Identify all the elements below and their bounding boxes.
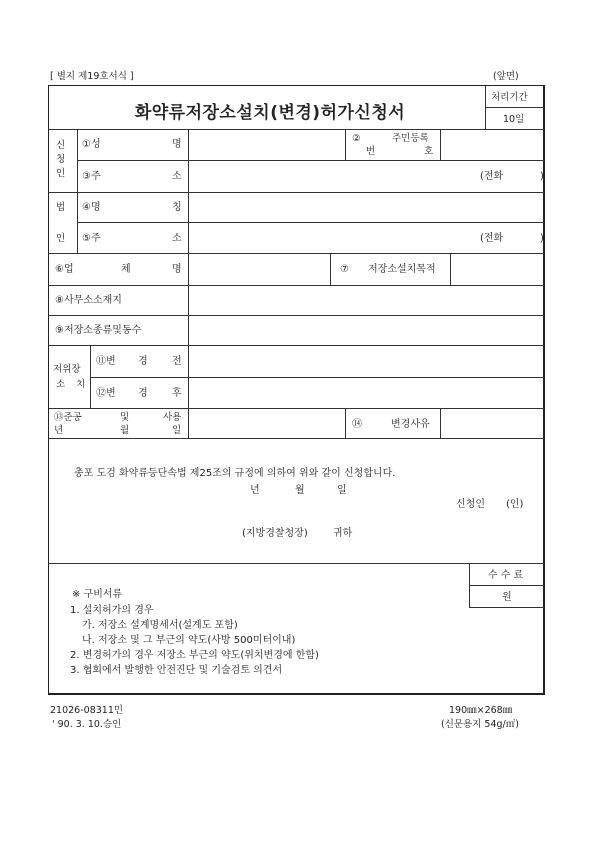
- declaration-year: 년: [250, 485, 260, 496]
- corp-name-label-2: 칭: [172, 202, 182, 213]
- corp-phone-close: ): [540, 233, 544, 244]
- footer-paper: (신문용지 54g/㎡): [441, 719, 519, 730]
- reason-label: 변경사유: [391, 419, 430, 430]
- documents-item-1b: 나. 저장소 및 그 부근의 약도(사방 500미터이내): [82, 635, 296, 646]
- completion-day: 일: [172, 425, 182, 436]
- completion-label-3: 사용: [163, 412, 182, 423]
- corp-address-label-2: 소: [172, 233, 182, 244]
- documents-item-3: 3. 협회에서 발행한 안전진단 및 기술검토 의견서: [70, 665, 283, 676]
- form-number: [ 별지 제19호서식 ]: [50, 71, 134, 82]
- corp-address-label: ⑤주: [82, 233, 101, 244]
- after-label-2: 경: [138, 388, 148, 399]
- location-label-1: 저위장: [53, 364, 81, 375]
- signer-label: 신청인: [456, 499, 485, 510]
- reason-label-num: ⑭: [352, 419, 362, 430]
- documents-heading: ※ 구비서류: [72, 589, 123, 600]
- before-label-3: 전: [172, 356, 182, 367]
- completion-label-2: 및: [120, 412, 130, 423]
- corp-name-label: ④명: [82, 202, 101, 213]
- applicant-phone-close: ): [540, 171, 544, 182]
- rrn-field[interactable]: [442, 131, 542, 158]
- corp-phone-label: (전화: [480, 233, 504, 244]
- applicant-address-label-2: 소: [172, 171, 182, 182]
- reason-field[interactable]: [442, 410, 542, 436]
- before-label-2: 경: [138, 356, 148, 367]
- applicant-label-2: 청: [56, 154, 66, 165]
- fee-field[interactable]: [471, 587, 499, 605]
- applicant-name-label: ①성: [82, 139, 101, 150]
- declaration-day: 일: [337, 485, 347, 496]
- before-field[interactable]: [190, 347, 542, 375]
- rrn-label: 주민등록: [392, 133, 429, 144]
- footer-size: 190㎜×268㎜: [449, 705, 513, 716]
- applicant-name-field[interactable]: [190, 131, 343, 158]
- fee-label: 수 수 료: [488, 570, 524, 581]
- applicant-address-label: ③주: [82, 171, 101, 182]
- corp-label-2: 인: [56, 233, 66, 244]
- after-label: ⑫변: [96, 388, 116, 399]
- after-label-3: 후: [172, 388, 182, 399]
- after-field[interactable]: [190, 379, 542, 406]
- footer-approval: ' 90. 3. 10.승인: [52, 719, 122, 730]
- completion-label-1: ⑬준공: [54, 412, 82, 423]
- company-label: ⑥업: [55, 264, 74, 275]
- corp-label-1: 법: [56, 202, 66, 213]
- office-field[interactable]: [190, 287, 542, 313]
- company-label-3: 명: [172, 264, 182, 275]
- page-side: (앞면): [493, 71, 519, 82]
- storage-label: ⑨저장소종류및동수: [55, 325, 142, 336]
- purpose-label-num: ⑦: [340, 264, 349, 275]
- purpose-field[interactable]: [452, 255, 542, 283]
- location-label-3: 치: [76, 379, 86, 390]
- form-title: 화약류저장소설치(변경)허가신청서: [134, 103, 406, 123]
- completion-field[interactable]: [190, 410, 343, 436]
- rrn-label-2: 번: [366, 146, 376, 157]
- completion-year: 년: [54, 425, 64, 436]
- documents-item-1: 1. 설치허가의 경우: [70, 605, 154, 616]
- company-field[interactable]: [190, 255, 328, 283]
- rrn-label-num: ②: [352, 133, 361, 144]
- documents-item-2: 2. 변경허가의 경우 저장소 부근의 약도(위치변경에 한함): [70, 650, 319, 661]
- declaration-text: 총포 도검 화약류등단속법 제25조의 규정에 의하여 위와 같이 신청합니다.: [74, 468, 396, 479]
- processing-label: 처리기간: [491, 92, 528, 103]
- location-label-2: 소: [56, 379, 66, 390]
- rrn-label-3: 호: [424, 146, 434, 157]
- company-label-2: 체: [121, 264, 131, 275]
- applicant-address-field[interactable]: [190, 162, 470, 190]
- corp-name-field[interactable]: [190, 194, 542, 220]
- applicant-phone-label: (전화: [480, 171, 504, 182]
- purpose-label: 저장소설치목적: [368, 264, 436, 275]
- footer-code: 21026-08311민: [50, 705, 124, 716]
- office-label: ⑧사무소소재지: [55, 295, 122, 306]
- before-label: ⑪변: [96, 356, 116, 367]
- documents-item-1a: 가. 저장소 설계명세서(설계도 포함): [82, 620, 238, 631]
- declaration-month: 월: [295, 485, 305, 496]
- recipient-honorific: 귀하: [333, 528, 353, 539]
- recipient: (지방경찰청장): [242, 528, 308, 539]
- processing-value: 10일: [503, 114, 525, 125]
- applicant-label-1: 신: [56, 140, 66, 151]
- seal-label: (인): [506, 499, 524, 510]
- corp-address-field[interactable]: [190, 224, 470, 251]
- completion-month: 월: [120, 425, 130, 436]
- applicant-label-3: 인: [56, 168, 66, 179]
- storage-field[interactable]: [190, 317, 542, 343]
- fee-unit: 원: [502, 592, 512, 603]
- applicant-name-label-2: 명: [172, 139, 182, 150]
